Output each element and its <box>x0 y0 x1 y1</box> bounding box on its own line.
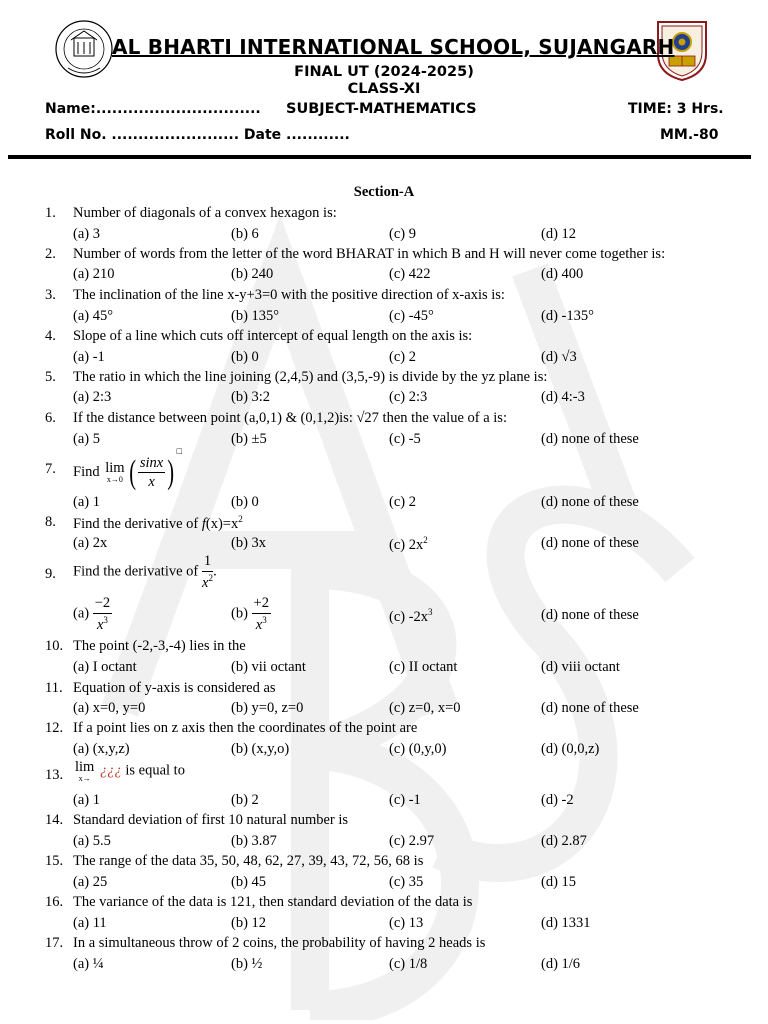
question-number: 17. <box>45 935 64 951</box>
option-c-text: (c) -2x <box>389 608 429 625</box>
question-text: The variance of the data is 121, then standard deviation of the data is <box>73 894 473 910</box>
option-b-fraction <box>252 596 271 632</box>
option-b: (b) vii octant <box>231 659 306 675</box>
option-c: (c) 9 <box>389 226 416 242</box>
option-b: (b) (x,y,o) <box>231 741 290 757</box>
option-a: (a) ¼ <box>73 956 104 972</box>
fraction-denominator: x <box>148 474 155 491</box>
option-a <box>73 596 112 632</box>
option-a: (a) -1 <box>73 349 105 365</box>
question <box>0 444 768 492</box>
option-a-fraction <box>93 596 112 632</box>
section-title: Section-A <box>353 184 415 200</box>
question-mid: (x)=x <box>205 515 239 532</box>
option-c: (c) z=0, x=0 <box>389 700 461 716</box>
option-b: (b) 45 <box>231 874 267 890</box>
question-number: 10. <box>45 638 64 654</box>
option-d: (d) 2.87 <box>541 833 587 849</box>
option-a: (a) x=0, y=0 <box>73 700 146 716</box>
exponent: 2 <box>208 572 213 583</box>
option-d: (d) -2 <box>541 792 574 808</box>
option-b-label: (b) <box>231 605 248 622</box>
option-b: (b) ±5 <box>231 431 267 447</box>
option-c: (c) II octant <box>389 659 458 675</box>
max-marks-label: MM.-80 <box>660 127 719 143</box>
question-number: 12. <box>45 720 64 736</box>
option-b: (b) 240 <box>231 266 274 282</box>
question-text: The range of the data 35, 50, 48, 62, 27, 39, 43, 72, 56, 68 is <box>73 853 424 869</box>
exam-title: FINAL UT (2024-2025) <box>294 64 474 80</box>
option-a: (a) 5 <box>73 431 100 447</box>
close-paren: ) <box>167 453 175 491</box>
question-text <box>73 760 185 783</box>
question-number: 1. <box>45 205 56 221</box>
roll-date-field: Roll No. ........................ Date ............ <box>45 127 350 143</box>
option-b: (b) 3x <box>231 535 267 551</box>
option-c: (c) 1/8 <box>389 956 428 972</box>
option-b: (b) 135° <box>231 308 280 324</box>
question-text <box>73 446 182 490</box>
limit-subscript: x→ <box>78 773 91 783</box>
option-a: (a) 210 <box>73 266 115 282</box>
question <box>0 760 768 790</box>
question-text: The inclination of the line x-y+3=0 with the positive direction of x-axis is: <box>73 287 505 303</box>
subject-label: SUBJECT-MATHEMATICS <box>286 101 477 117</box>
exponent: 3 <box>428 607 433 617</box>
question-prefix: Find the derivative of <box>73 515 202 532</box>
limit-operator: lim x→0 <box>105 460 125 484</box>
option-a: (a) 1 <box>73 792 100 808</box>
school-name: AL BHARTI INTERNATIONAL SCHOOL, SUJANGARH <box>112 35 675 59</box>
option-c: (c) 13 <box>389 915 424 931</box>
option-d: (d) none of these <box>541 535 639 551</box>
class-label: CLASS-XI <box>347 81 421 97</box>
exponent: 2 <box>423 535 428 545</box>
option-d: (d) 12 <box>541 226 577 242</box>
question-number: 14. <box>45 812 64 828</box>
question-text: Equation of y-axis is considered as <box>73 680 276 696</box>
option-a: (a) I octant <box>73 659 137 675</box>
option-b: (b) y=0, z=0 <box>231 700 304 716</box>
fraction-denominator <box>93 614 112 632</box>
fraction-denominator <box>202 572 213 590</box>
option-c: (c) (0,y,0) <box>389 741 447 757</box>
option-d: (d) none of these <box>541 494 639 510</box>
option-a: (a) 2:3 <box>73 389 112 405</box>
option-b: (b) 6 <box>231 226 259 242</box>
option-d: (d) 400 <box>541 266 584 282</box>
denominator-var: x <box>255 616 263 633</box>
option-c: (c) -5 <box>389 431 421 447</box>
option-a: (a) 11 <box>73 915 107 931</box>
function-f: f <box>201 515 206 532</box>
question-number: 7. <box>45 461 56 477</box>
option-a: (a) (x,y,z) <box>73 741 130 757</box>
option-b: (b) 2 <box>231 792 259 808</box>
option-a: (a) 45° <box>73 308 114 324</box>
limit-subscript: x→0 <box>106 474 123 484</box>
fraction-numerator: −2 <box>93 596 112 614</box>
option-c: (c) 2.97 <box>389 833 435 849</box>
question-text <box>73 554 217 590</box>
option-a: (a) 1 <box>73 494 100 510</box>
option-c: (c) 35 <box>389 874 424 890</box>
option-d: (d) -135° <box>541 308 594 324</box>
option-c <box>389 535 428 554</box>
option-a: (a) 2x <box>73 535 108 551</box>
option-d: (d) (0,0,z) <box>541 741 600 757</box>
option-d: (d) 1331 <box>541 915 591 931</box>
option-a-label: (a) <box>73 605 90 622</box>
option-c: (c) -1 <box>389 792 421 808</box>
option-c: (c) 422 <box>389 266 431 282</box>
garbled-expression: ¿¿¿ <box>99 762 122 779</box>
question-number: 8. <box>45 514 56 530</box>
question-text: Standard deviation of first 10 natural number is <box>73 812 349 828</box>
question-text <box>73 514 243 533</box>
question-text: In a simultaneous throw of 2 coins, the probability of having 2 heads is <box>73 935 486 951</box>
question <box>0 554 768 594</box>
option-b: (b) 0 <box>231 349 259 365</box>
fraction-numerator: 1 <box>202 554 213 572</box>
option-b <box>231 596 271 632</box>
fraction <box>138 456 165 490</box>
fraction-denominator <box>252 614 271 632</box>
question-number: 15. <box>45 853 64 869</box>
denominator-var: x <box>96 616 104 633</box>
option-d: (d) none of these <box>541 431 639 447</box>
time-label: TIME: 3 Hrs. <box>628 101 724 117</box>
question-text: Number of words from the letter of the word BHARAT in which B and H will never come together is: <box>73 246 666 262</box>
question-number: 6. <box>45 410 56 426</box>
question-number: 4. <box>45 328 56 344</box>
fraction <box>202 554 213 590</box>
option-d: (d) viii octant <box>541 659 620 675</box>
option-b: (b) 12 <box>231 915 267 931</box>
question-number: 2. <box>45 246 56 262</box>
option-a: (a) 3 <box>73 226 100 242</box>
option-d: (d) 4:-3 <box>541 389 585 405</box>
question-text: If the distance between point (a,0,1) & (0,1,2)is: √27 then the value of a is: <box>73 410 507 426</box>
header-divider <box>8 155 751 159</box>
option-b: (b) 3:2 <box>231 389 271 405</box>
exponent: 2 <box>238 514 243 524</box>
option-b: (b) 0 <box>231 494 259 510</box>
question-text: The point (-2,-3,-4) lies in the <box>73 638 246 654</box>
fraction-numerator: +2 <box>252 596 271 614</box>
option-a: (a) 25 <box>73 874 108 890</box>
option-c <box>389 607 433 626</box>
option-c: (c) 2:3 <box>389 389 428 405</box>
question-number: 3. <box>45 287 56 303</box>
option-d: (d) none of these <box>541 700 639 716</box>
option-b: (b) ½ <box>231 956 263 972</box>
option-c-text: (c) 2x <box>389 536 424 553</box>
question-prefix: Find <box>73 464 100 480</box>
question-number: 11. <box>45 680 63 696</box>
question-number: 5. <box>45 369 56 385</box>
question-text: Number of diagonals of a convex hexagon is: <box>73 205 337 221</box>
question-prefix: Find the derivative of <box>73 563 199 580</box>
open-paren: ( <box>128 453 136 491</box>
option-c: (c) -45° <box>389 308 434 324</box>
option-c: (c) 2 <box>389 349 416 365</box>
option-d: (d) 1/6 <box>541 956 581 972</box>
limit-label: lim <box>75 759 95 775</box>
exponent: 3 <box>103 614 108 625</box>
question-number: 16. <box>45 894 64 910</box>
denominator-var: x <box>202 574 209 591</box>
question-suffix: is equal to <box>125 762 185 779</box>
question-number: 9. <box>45 566 56 582</box>
question-text: Slope of a line which cuts off intercept of equal length on the axis is: <box>73 328 473 344</box>
exponent: 3 <box>262 614 267 625</box>
option-d: (d) none of these <box>541 607 639 623</box>
question-text: The ratio in which the line joining (2,4,5) and (3,5,-9) is divide by the yz plane is: <box>73 369 548 385</box>
name-field: Name:............................... <box>45 101 261 117</box>
limit-operator <box>75 760 94 783</box>
exponent-box: □ <box>176 446 183 456</box>
option-a: (a) 5.5 <box>73 833 111 849</box>
option-row <box>0 596 768 636</box>
question-text: If a point lies on z axis then the coordinates of the point are <box>73 720 418 736</box>
question-suffix: . <box>213 563 217 580</box>
fraction-numerator: sinx <box>138 456 165 474</box>
question-number: 13. <box>45 767 64 783</box>
option-c: (c) 2 <box>389 494 416 510</box>
option-d: (d) √3 <box>541 349 577 365</box>
option-d: (d) 15 <box>541 874 577 890</box>
option-b: (b) 3.87 <box>231 833 277 849</box>
